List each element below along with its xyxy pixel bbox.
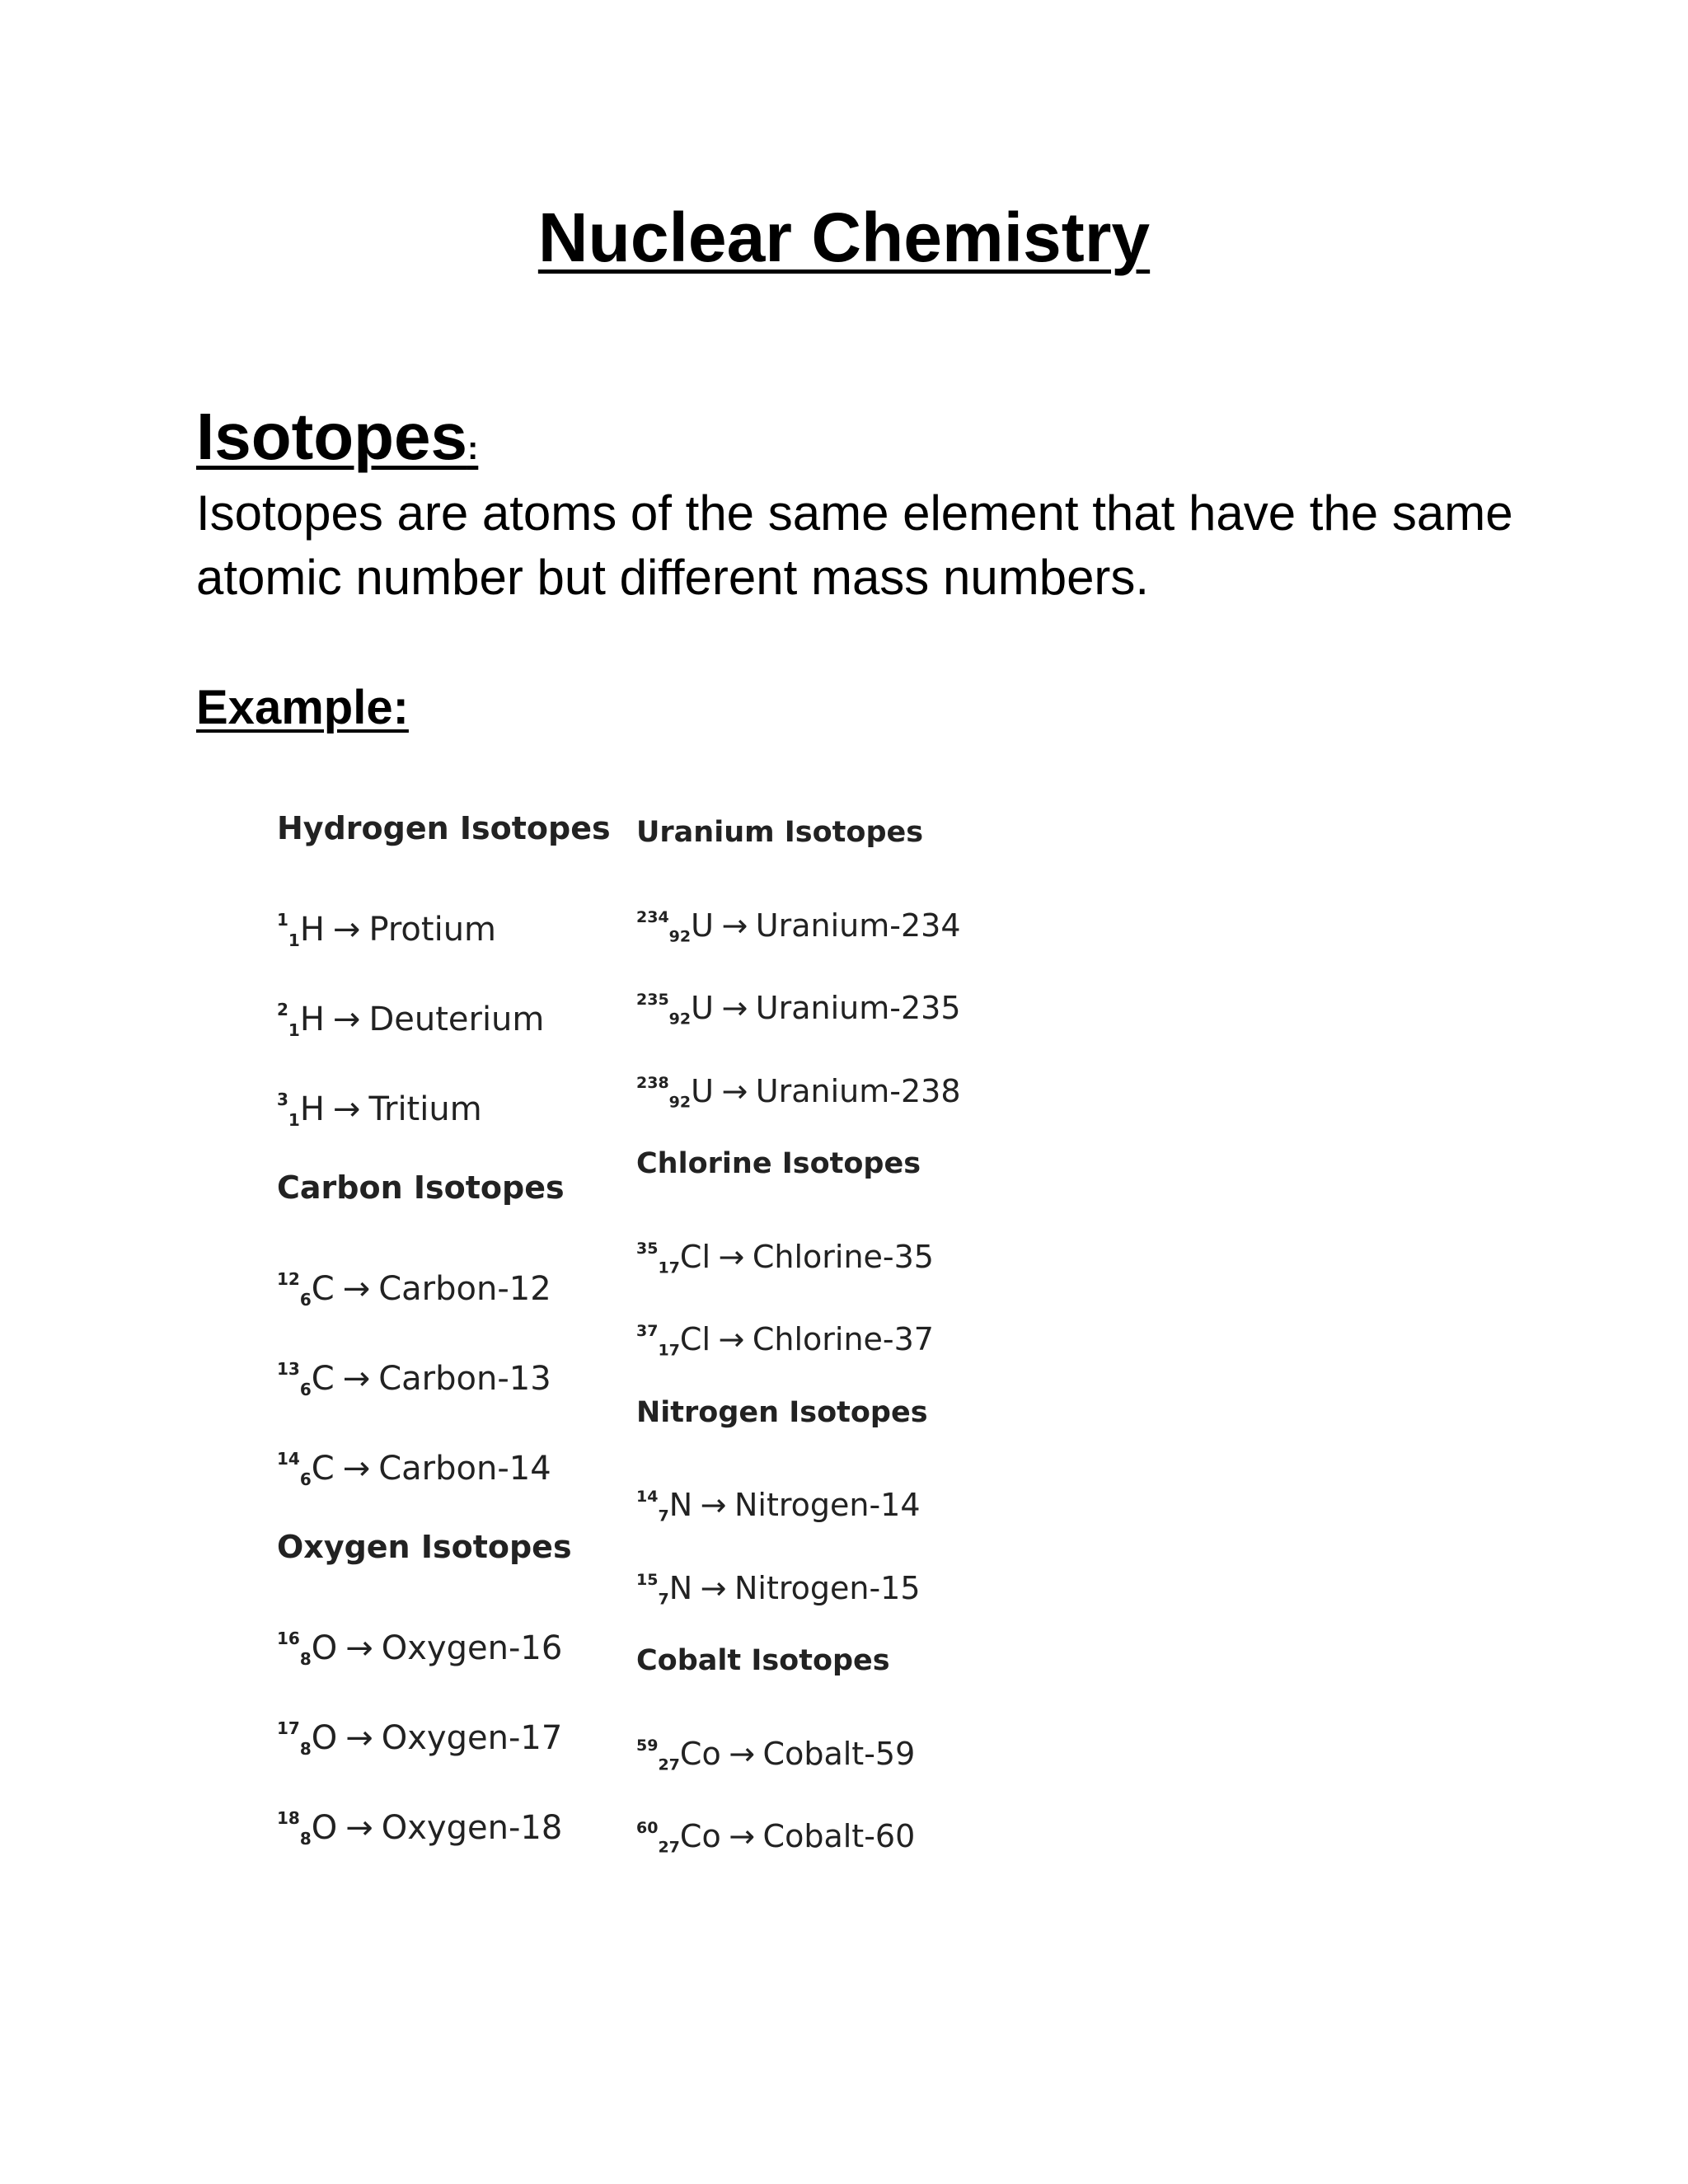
arrow-icon: → [332, 911, 361, 949]
isotope-entry [277, 1438, 551, 1500]
section-heading-text: Isotopes [196, 400, 467, 473]
element-symbol: H [299, 1001, 325, 1038]
nuclide-notation [636, 1062, 714, 1123]
isotope-entry [277, 1618, 562, 1680]
mass-number: 14 [636, 1488, 659, 1506]
nuclide-notation [277, 1348, 335, 1410]
isotope-entry [277, 1258, 551, 1320]
isotope-entry [636, 1228, 934, 1289]
nuclide-notation [636, 1807, 721, 1868]
nuclide-notation [277, 1797, 337, 1859]
mass-number: 16 [277, 1629, 300, 1648]
arrow-icon: → [345, 1719, 373, 1757]
atomic-number: 7 [658, 1507, 669, 1526]
atomic-number: 92 [668, 1093, 692, 1112]
isotope-group-title: Hydrogen Isotopes [277, 810, 611, 846]
mass-number: 3 [277, 1090, 288, 1109]
mass-number: 15 [636, 1570, 659, 1589]
atomic-number: 7 [658, 1590, 669, 1609]
isotope-name: Nitrogen-14 [734, 1487, 921, 1524]
element-symbol: C [311, 1360, 335, 1398]
nuclide-notation [636, 1476, 692, 1537]
isotope-entry [636, 1559, 921, 1620]
atomic-number: 92 [668, 1010, 692, 1029]
mass-number: 18 [277, 1808, 300, 1828]
atomic-number: 92 [668, 927, 692, 946]
atomic-number: 8 [299, 1829, 312, 1849]
arrow-icon: → [342, 1270, 371, 1308]
isotope-name: Carbon-12 [378, 1270, 551, 1308]
isotope-name: Oxygen-16 [381, 1629, 563, 1667]
mass-number: 59 [636, 1736, 659, 1755]
mass-number: 238 [636, 1073, 669, 1092]
arrow-icon: → [332, 1090, 361, 1128]
atomic-number: 8 [299, 1739, 312, 1759]
isotope-name: Nitrogen-15 [734, 1569, 921, 1606]
isotope-name: Uranium-234 [755, 907, 961, 944]
nuclide-notation [636, 1725, 721, 1786]
element-symbol: O [311, 1719, 338, 1757]
element-symbol: U [691, 990, 714, 1027]
element-symbol: N [668, 1569, 693, 1606]
nuclide-notation [277, 1618, 337, 1680]
nuclide-notation [277, 899, 325, 961]
arrow-icon: → [718, 1321, 745, 1358]
element-symbol: Cl [679, 1238, 710, 1275]
isotope-group-title: Chlorine Isotopes [636, 1147, 921, 1180]
mass-number: 17 [277, 1718, 300, 1738]
atomic-number: 1 [288, 1110, 300, 1130]
element-symbol: H [299, 1090, 325, 1128]
nuclide-notation [277, 1079, 325, 1141]
isotope-entry [636, 1062, 961, 1123]
nuclide-notation [636, 1310, 710, 1371]
nuclide-notation [636, 1559, 692, 1620]
isotope-name: Uranium-238 [755, 1072, 961, 1109]
arrow-icon: → [721, 907, 748, 944]
isotope-entry [277, 899, 496, 961]
isotope-entry [636, 979, 961, 1040]
arrow-icon: → [718, 1238, 745, 1275]
mass-number: 12 [277, 1269, 300, 1289]
arrow-icon: → [332, 1001, 361, 1038]
isotope-entry [277, 989, 544, 1051]
atomic-number: 27 [658, 1755, 680, 1774]
mass-number: 235 [636, 991, 669, 1009]
isotope-group-title: Uranium Isotopes [636, 816, 924, 849]
isotope-group-title: Oxygen Isotopes [277, 1529, 572, 1565]
isotope-group-title: Nitrogen Isotopes [636, 1395, 928, 1429]
element-symbol: Co [679, 1735, 721, 1772]
arrow-icon: → [342, 1450, 371, 1488]
isotope-entry [636, 1476, 921, 1537]
atomic-number: 6 [299, 1290, 312, 1310]
arrow-icon: → [700, 1569, 727, 1606]
nuclide-notation [636, 897, 714, 958]
mass-number: 37 [636, 1322, 659, 1340]
isotope-name: Chlorine-37 [752, 1321, 934, 1358]
atomic-number: 27 [658, 1838, 680, 1857]
atomic-number: 17 [658, 1341, 680, 1360]
isotope-name: Deuterium [368, 1001, 545, 1038]
arrow-icon: → [700, 1487, 727, 1524]
isotope-name: Cobalt-59 [762, 1735, 916, 1772]
element-symbol: Co [679, 1818, 721, 1855]
isotope-name: Uranium-235 [755, 990, 961, 1027]
element-symbol: U [691, 907, 714, 944]
nuclide-notation [277, 1258, 335, 1320]
isotope-entry [636, 897, 961, 958]
nuclide-notation [636, 979, 714, 1040]
arrow-icon: → [345, 1629, 373, 1667]
section-heading-isotopes [196, 397, 478, 488]
arrow-icon: → [721, 990, 748, 1027]
isotope-group-title: Carbon Isotopes [277, 1169, 565, 1206]
isotope-name: Oxygen-18 [381, 1809, 563, 1847]
isotope-name: Oxygen-17 [381, 1719, 563, 1757]
isotope-name: Tritium [368, 1090, 482, 1128]
atomic-number: 8 [299, 1649, 312, 1669]
isotope-name: Chlorine-35 [752, 1238, 934, 1275]
atomic-number: 6 [299, 1380, 312, 1399]
page-title: Nuclear Chemistry [537, 199, 1151, 276]
example-label: Example: [196, 681, 409, 734]
nuclide-notation [277, 1708, 337, 1769]
isotope-entry [277, 1079, 482, 1141]
isotope-entry [277, 1348, 551, 1410]
nuclide-notation [277, 1438, 335, 1500]
arrow-icon: → [721, 1072, 748, 1109]
mass-number: 2 [277, 1000, 288, 1019]
atomic-number: 17 [658, 1258, 680, 1277]
isotope-definition: Isotopes are atoms of the same element that have the same atomic number but different mass numbers. [196, 485, 1513, 605]
isotope-name: Protium [368, 911, 497, 949]
mass-number: 234 [636, 907, 669, 926]
section-heading-colon: : [467, 430, 479, 466]
arrow-icon: → [345, 1809, 373, 1847]
nuclide-notation [636, 1228, 710, 1289]
mass-number: 35 [636, 1239, 659, 1258]
element-symbol: N [668, 1487, 693, 1524]
arrow-icon: → [729, 1735, 756, 1772]
arrow-icon: → [342, 1360, 371, 1398]
element-symbol: C [311, 1450, 335, 1488]
mass-number: 60 [636, 1819, 659, 1837]
mass-number: 14 [277, 1449, 300, 1469]
isotope-name: Cobalt-60 [762, 1818, 916, 1855]
isotope-entry [636, 1807, 915, 1868]
element-symbol: C [311, 1270, 335, 1308]
element-symbol: U [691, 1072, 714, 1109]
atomic-number: 1 [288, 1020, 300, 1040]
element-symbol: O [311, 1629, 338, 1667]
isotope-entry [636, 1725, 915, 1786]
isotope-entry [277, 1797, 562, 1859]
isotope-entry [636, 1310, 934, 1371]
isotope-name: Carbon-14 [378, 1450, 551, 1488]
arrow-icon: → [729, 1818, 756, 1855]
mass-number: 13 [277, 1359, 300, 1379]
mass-number: 1 [277, 910, 288, 930]
atomic-number: 6 [299, 1469, 312, 1489]
element-symbol: Cl [679, 1321, 710, 1358]
element-symbol: O [311, 1809, 338, 1847]
isotope-group-title: Cobalt Isotopes [636, 1644, 890, 1677]
atomic-number: 1 [288, 930, 300, 950]
isotope-name: Carbon-13 [378, 1360, 551, 1398]
isotope-entry [277, 1708, 562, 1769]
element-symbol: H [299, 911, 325, 949]
nuclide-notation [277, 989, 325, 1051]
